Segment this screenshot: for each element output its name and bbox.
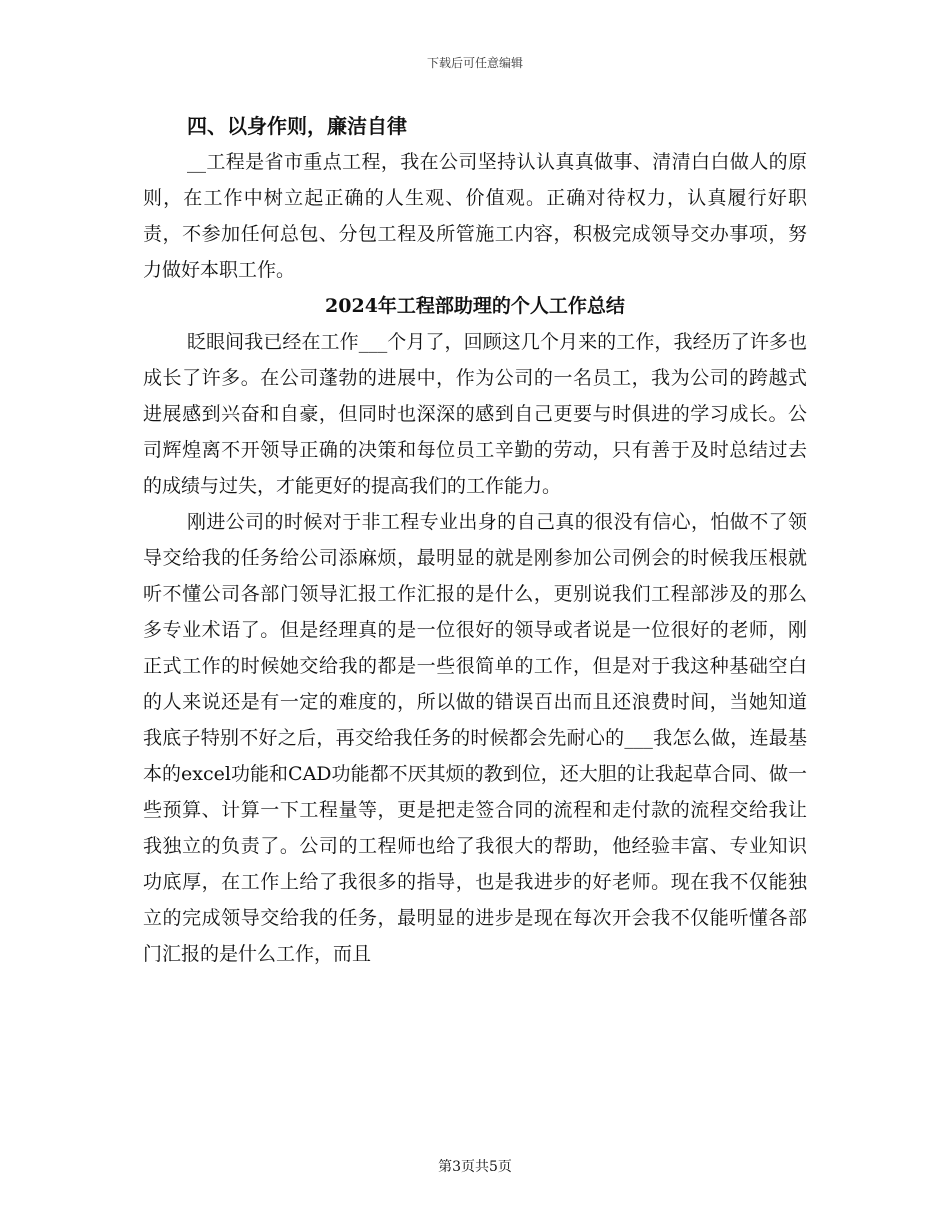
document-body [143, 108, 807, 972]
header-note: 下载后可任意编辑 [426, 56, 523, 70]
article-paragraph-2: 刚进公司的时候对于非工程专业出身的自己真的很没有信心，怕做不了领导交给我的任务给公司添麻烦，最明显的就是刚参加公司例会的时候我压根就听不懂公司各部门领导汇报工作汇报的是什么，更别说我们工程部涉及的那么多专业术语了。但是经理真的是一位很好的领导或者说是一位很好的老师，刚正式工作的时候她交给我的都是一些很简单的工作，但是对于我这种基础空白的人来说还是有一定的难度的，所以做的错误百出而且还浪费时间，当她知道我底子特别不好之后，再交给我任务的时候都会先耐心的___我怎么做，连最基本的excel功能和CAD功能都不厌其烦的教到位，还大胆的让我起草合同、做一些预算、计算一下工程量等，更是把走签合同的流程和走付款的流程交给我让我独立的负责了。公司的工程师也给了我很大的帮助，他经验丰富、专业知识功底厚，在工作上给了我很多的指导，也是我进步的好老师。现在我不仅能独立的完成领导交给我的任务，最明显的进步是现在每次开会我不仅能听懂各部门汇报的是什么工作，而且 [143, 511, 807, 965]
section-paragraph: __工程是省市重点工程，我在公司坚持认认真真做事、清清白白做人的原则，在工作中树立起正确的人生观、价值观。正确对待权力，认真履行好职责，不参加任何总包、分包工程及所管施工内容，积极完成领导交办事项，努力做好本职工作。 [143, 151, 807, 281]
article-title: 2024年工程部助理的个人工作总结 [325, 295, 625, 317]
page-number: 第3页共5页 [438, 1159, 512, 1175]
article-paragraph-1: 眨眼间我已经在工作___个月了，回顾这几个月来的工作，我经历了许多也成长了许多。在公司蓬勃的进展中，作为公司的一名员工，我为公司的跨越式进展感到兴奋和自豪，但同时也深深的感到自己更要与时俱进的学习成长。公司辉煌离不开领导正确的决策和每位员工辛勤的劳动，只有善于及时总结过去的成绩与过失，才能更好的提高我们的工作能力。 [143, 331, 807, 497]
section-heading: 四、以身作则，廉洁自律 [187, 114, 407, 138]
